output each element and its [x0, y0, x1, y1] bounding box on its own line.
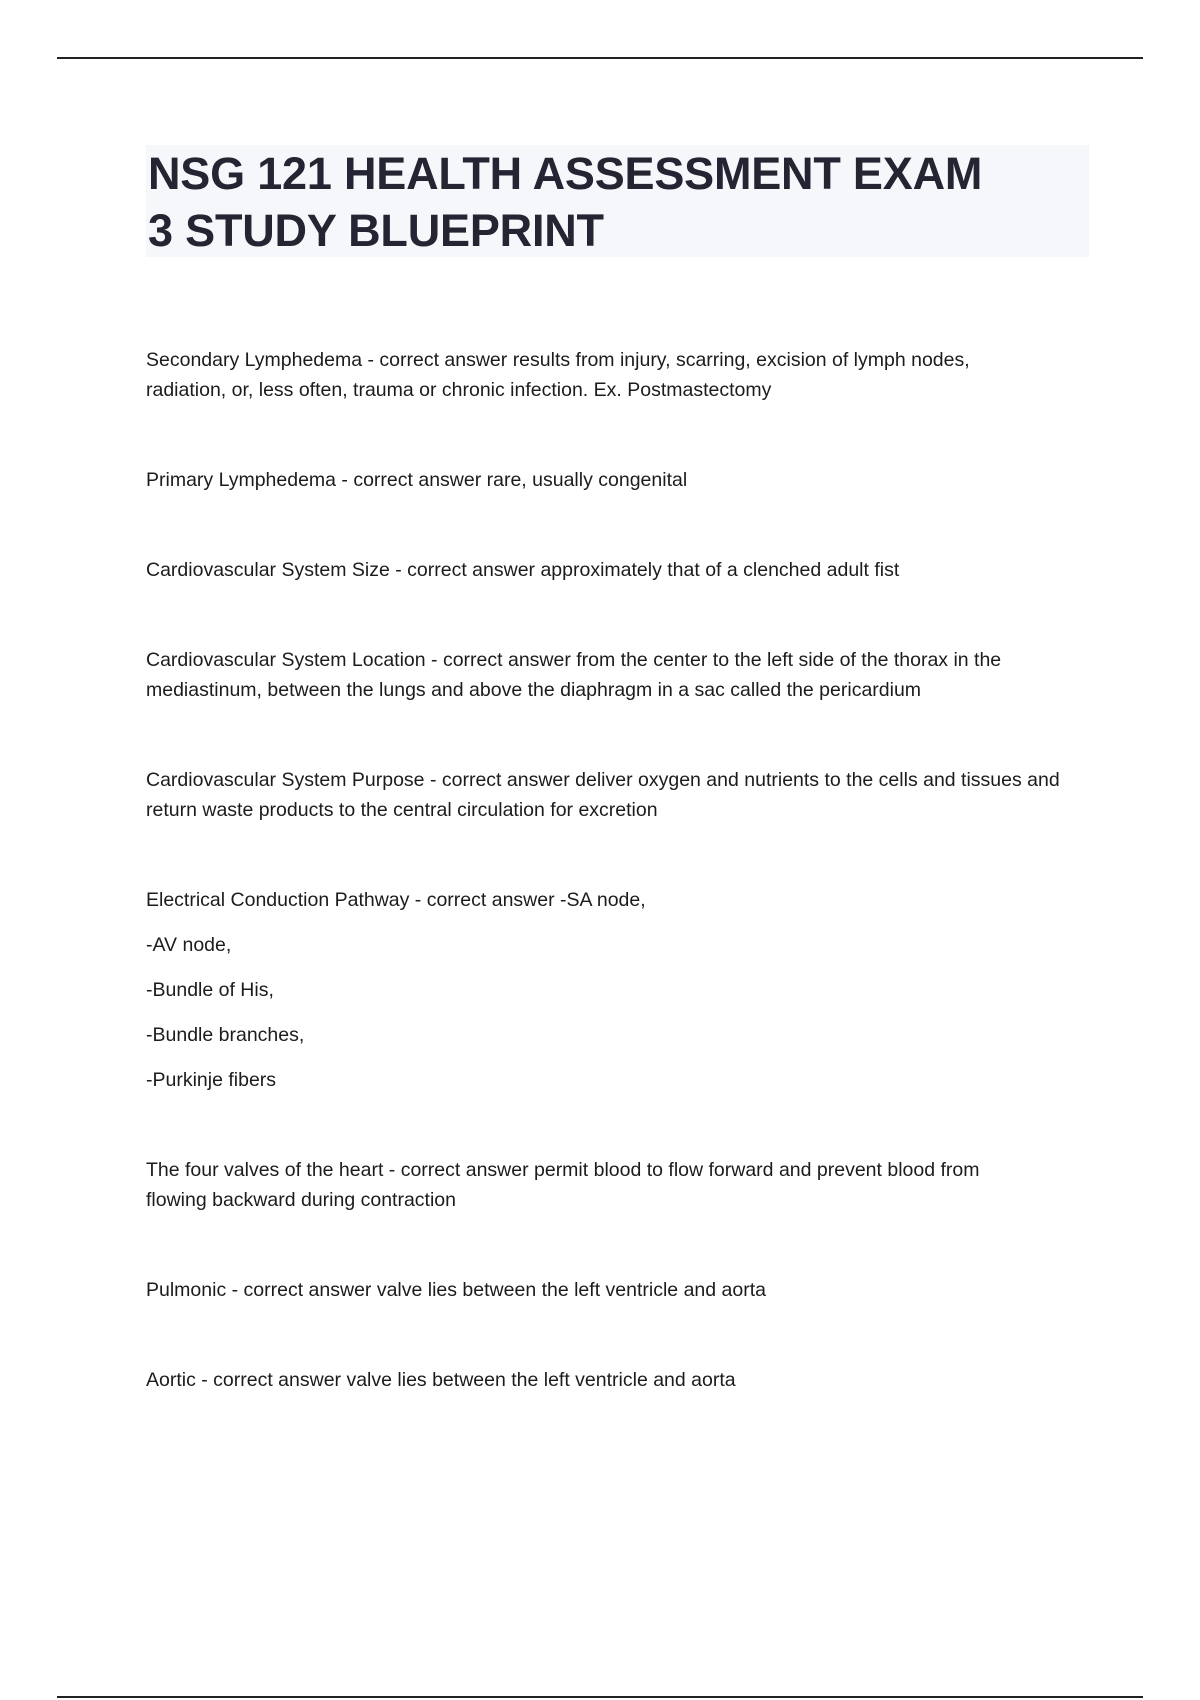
top-divider — [57, 57, 1143, 59]
entry-text: flowing backward during contraction — [146, 1189, 457, 1211]
entry-text: The four valves of the heart - correct answer permit blood to flow forward and prevent blood from — [146, 1159, 980, 1181]
entry-secondary-lymphedema — [146, 345, 1096, 405]
entry-cardiovascular-purpose — [146, 765, 1096, 825]
entry-primary-lymphedema — [146, 465, 1096, 495]
title-line-2: 3 STUDY BLUEPRINT — [148, 205, 604, 256]
entry-text: Electrical Conduction Pathway - correct answer -SA node, — [146, 889, 646, 911]
entry-text: Cardiovascular System Size - correct answer approximately that of a clenched adult fist — [146, 559, 900, 581]
entry-cardiovascular-location — [146, 645, 1096, 705]
entry-text: Cardiovascular System Purpose - correct answer deliver oxygen and nutrients to the cells and tissues and — [146, 769, 1060, 791]
bottom-divider — [57, 1696, 1143, 1698]
list-item: -Purkinje fibers — [146, 1069, 277, 1091]
entry-text: Cardiovascular System Location - correct answer from the center to the left side of the thorax in the — [146, 649, 1002, 671]
entry-text: Pulmonic - correct answer valve lies between the left ventricle and aorta — [146, 1279, 766, 1301]
entry-text: return waste products to the central circulation for excretion — [146, 799, 658, 821]
list-item: -Bundle branches, — [146, 1024, 305, 1046]
entry-text: radiation, or, less often, trauma or chronic infection. Ex. Postmastectomy — [146, 379, 772, 401]
title-block — [146, 145, 1089, 257]
entry-cardiovascular-size — [146, 555, 1096, 585]
entry-text: Aortic - correct answer valve lies between the left ventricle and aorta — [146, 1369, 736, 1391]
entry-electrical-conduction-pathway — [146, 885, 1096, 1095]
entry-aortic — [146, 1365, 1096, 1395]
entry-four-valves — [146, 1155, 1096, 1215]
list-item: -AV node, — [146, 934, 232, 956]
entry-pulmonic — [146, 1275, 1096, 1305]
document-title — [148, 145, 1083, 259]
entry-text: Primary Lymphedema - correct answer rare, usually congenital — [146, 469, 688, 491]
title-line-1: NSG 121 HEALTH ASSESSMENT EXAM — [148, 148, 983, 199]
entry-text: mediastinum, between the lungs and above the diaphragm in a sac called the pericardium — [146, 679, 922, 701]
list-item: -Bundle of His, — [146, 979, 274, 1001]
study-entries — [146, 345, 1096, 1455]
entry-text: Secondary Lymphedema - correct answer results from injury, scarring, excision of lymph nodes, — [146, 349, 970, 371]
